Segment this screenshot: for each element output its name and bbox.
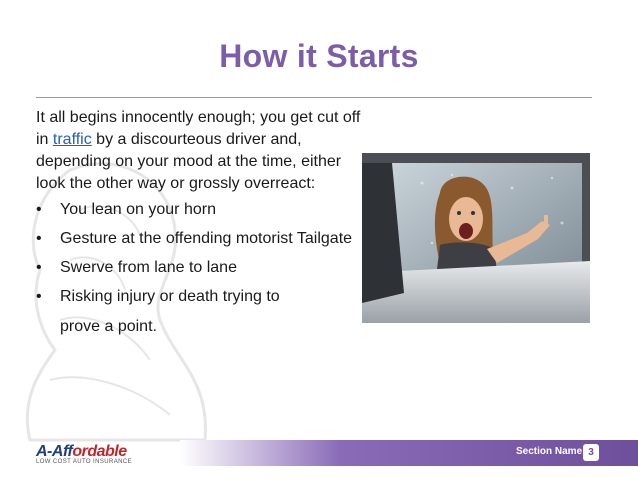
- list-item: [36, 228, 366, 250]
- bullet-text: Risking injury or death trying to: [60, 288, 280, 305]
- slide-body: [36, 107, 366, 338]
- bullet-text: Swerve from lane to lane: [60, 259, 237, 276]
- bullet-marker: •: [36, 288, 42, 305]
- angry-driver-photo: [362, 153, 590, 323]
- company-logo: [36, 443, 132, 465]
- bullet-marker: •: [36, 230, 42, 247]
- bullet-marker: •: [36, 201, 42, 218]
- list-item: [36, 257, 366, 279]
- section-name: Section Name: [516, 446, 583, 457]
- logo-part-2: ordable: [72, 443, 127, 460]
- logo-part-1: A-Aff: [36, 443, 73, 460]
- photo-illustration: [362, 153, 590, 323]
- list-item: [36, 199, 366, 221]
- intro-paragraph: [36, 107, 366, 195]
- intro-text-end: by a discourteous driver and, depending on your mood at the time, either look the other way or grossly overreact:: [36, 131, 342, 192]
- intro-text: It all begins innocently enough; you get cut off in: [36, 109, 361, 148]
- bullet-text: You lean on your horn: [60, 201, 216, 218]
- bullet-continuation: prove a point.: [60, 318, 157, 335]
- page-number: 3: [583, 444, 599, 461]
- title-divider: [36, 97, 592, 98]
- logo-tagline: LOW COST AUTO INSURANCE: [36, 459, 132, 465]
- traffic-link[interactable]: traffic: [52, 131, 92, 148]
- list-item: [36, 286, 366, 308]
- bullet-marker: •: [36, 259, 42, 276]
- slide-title: How it Starts: [219, 38, 419, 74]
- bullet-text: Gesture at the offending motorist Tailgate: [60, 230, 353, 247]
- bullet-list: [36, 199, 366, 308]
